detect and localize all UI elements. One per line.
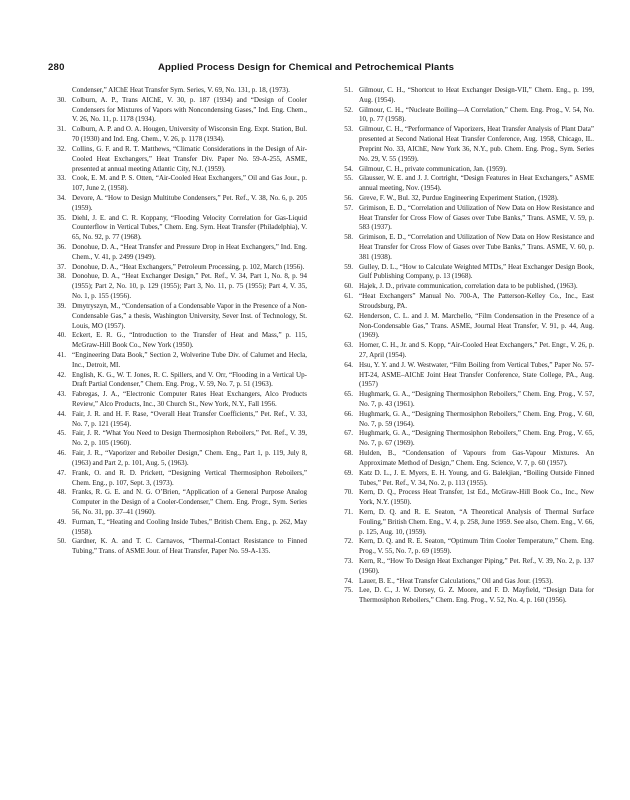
reference-entry bbox=[334, 194, 594, 204]
reference-text: Fair, J. R. and H. F. Rase, “Overall Heat Transfer Coefficients,” Pet. Ref., V. 33, No. 7, p. 121 (1954). bbox=[72, 409, 307, 428]
reference-number: 33. bbox=[57, 174, 66, 183]
reference-entry bbox=[334, 361, 594, 390]
reference-number: 44. bbox=[57, 409, 66, 418]
reference-entry bbox=[47, 449, 307, 469]
reference-entry bbox=[334, 488, 594, 508]
reference-text: Hughmark, G. A., “Designing Thermosiphon Reboilers,” Chem. Eng. Prog., V. 57, No. 7, p. 43 (1961). bbox=[359, 390, 594, 408]
reference-text: Devore, A. “How to Design Multitube Condensers,” Pet. Ref., V. 38, No. 6, p. 205 (1959). bbox=[72, 193, 307, 212]
reference-text: “Heat Exchangers” Manual No. 700-A, The Patterson-Kelley Co., Inc., East Stroudsburg, PA. bbox=[359, 292, 594, 310]
reference-number: 51. bbox=[344, 86, 353, 94]
reference-number: 30. bbox=[57, 95, 66, 104]
reference-text: Franks, R. G. E. and N. G. O’Brien, “Application of a General Purpose Analog Computer in the Design of a Cooler-Condenser,” Chem. Eng. Progr., Sym. Series 56, No. 31, pp. 37–41 (1960). bbox=[72, 488, 307, 516]
reference-text: Donohue, D. A., “Heat Transfer and Pressure Drop in Heat Exchangers,” Ind. Eng. Chem., V. 41, p. 2499 (1949). bbox=[72, 243, 307, 261]
reference-entry bbox=[334, 557, 594, 577]
reference-number: 72. bbox=[344, 537, 353, 546]
reference-number: 54. bbox=[344, 164, 353, 173]
reference-number: 62. bbox=[344, 311, 353, 320]
reference-number: 41. bbox=[57, 350, 66, 359]
reference-entry bbox=[334, 586, 594, 606]
reference-text: Dmytryszyn, M., “Condensation of a Condensable Vapor in the Presence of a Non-Condensable Gas,” a thesis, Washington University, Sever Inst. of Technology, St. Louis, MO (1957). bbox=[72, 301, 307, 330]
references-left-column bbox=[47, 86, 307, 557]
reference-entry bbox=[334, 174, 594, 194]
reference-entry bbox=[47, 429, 307, 449]
reference-text: Greve, F. W., Bul. 32, Purdue Engineering Experiment Station, (1928). bbox=[359, 193, 559, 202]
reference-number: 46. bbox=[57, 449, 66, 458]
reference-entry bbox=[334, 341, 594, 361]
reference-entry bbox=[334, 537, 594, 557]
reference-text: Frank, O. and R. D. Prickett, “Designing Vertical Thermosiphon Reboilers,” Chem. Eng., p. 107, Sept. 3, (1973). bbox=[72, 468, 307, 487]
reference-number: 58. bbox=[344, 233, 353, 242]
reference-number: 40. bbox=[57, 331, 66, 340]
reference-number: 64. bbox=[344, 360, 353, 369]
reference-text: Kern, D. Q., Process Heat Transfer, 1st Ed., McGraw-Hill Book Co., Inc., New York, N.Y. (1950). bbox=[359, 488, 594, 507]
reference-entry bbox=[334, 429, 594, 449]
reference-entry bbox=[47, 125, 307, 145]
reference-text: Donohue, D. A., “Heat Exchanger Design,” Pet. Ref., V. 34, Part 1, No. 8, p. 94 (1955); Part 2, No. 10, p. 129 (1955); Part 3, No. 11, p. 75 (1955); Part 4, V. 35, No. 1, p. 155 (1956). bbox=[72, 272, 307, 301]
reference-text: Fair, J. R. “What You Need to Design Thermosiphon Reboilers,” Pet. Ref., V. 39, No. 2, p. 105 (1960). bbox=[72, 429, 307, 448]
reference-text: Hsu, Y. Y. and J. W. Westwater, “Film Boiling from Vertical Tubes,” Paper No. 57-HT-24, ASME–AIChE Joint Heat Transfer Conference, State College, PA., Aug. (1957) bbox=[359, 360, 594, 389]
reference-number: 43. bbox=[57, 390, 66, 399]
reference-text: Kern, R., “How To Design Heat Exchanger Piping,” Pet. Ref., V. 39, No. 2, p. 137 (1960). bbox=[359, 557, 594, 575]
reference-text: Hughmark, G. A., “Designing Thermosiphon Reboilers,” Chem. Eng. Prog., V. 60, No. 7, p. 59 (1964). bbox=[359, 409, 594, 428]
reference-number: 49. bbox=[57, 517, 66, 526]
reference-text: Gulley, D. L., “How to Calculate Weighted MTDs,” Heat Exchanger Design Book, Gulf Publishing Company, p. 13 (1968). bbox=[359, 262, 594, 281]
reference-text: Kern, D. Q. and R. E. Seaton, “Optimum Trim Cooler Temperature,” Chem. Eng. Prog., V. 55, No. 7, p. 69 (1959). bbox=[359, 537, 594, 556]
reference-entry bbox=[47, 96, 307, 125]
reference-entry bbox=[47, 390, 307, 410]
reference-entry bbox=[47, 331, 307, 351]
reference-text: Grimison, E. D., “Correlation and Utilization of New Data on How Resistance and Heat Transfer for Cross Flow of Gases over Tube Banks,” Trans. ASME, V. 60, p. 381 (1938). bbox=[359, 233, 594, 261]
reference-entry bbox=[334, 508, 594, 537]
reference-number: 32. bbox=[57, 144, 66, 153]
reference-entry bbox=[47, 537, 307, 557]
reference-text: “Engineering Data Book,” Section 2, Wolverine Tube Div. of Calumet and Hecla, Inc., Detroit, MI. bbox=[72, 350, 307, 369]
reference-number: 70. bbox=[344, 488, 353, 497]
reference-entry bbox=[47, 214, 307, 243]
reference-entry bbox=[47, 272, 307, 301]
reference-number: 63. bbox=[344, 341, 353, 350]
reference-number: 65. bbox=[344, 390, 353, 399]
reference-number: 34. bbox=[57, 193, 66, 202]
reference-text: Lee, D. C., J. W. Dorsey, G. Z. Moore, and F. D. Mayfield, “Design Data for Thermosiphon Reboilers,” Chem. Eng. Prog., V. 52, No. 4, p. 160 (1956). bbox=[359, 586, 594, 605]
reference-entry bbox=[334, 469, 594, 489]
reference-number: 55. bbox=[344, 174, 353, 183]
reference-text: English, K. G., W. T. Jones, R. C. Spillers, and V. Orr, “Flooding in a Vertical Up-Draft Partial Condenser,” Chem. Eng. Prog., V. 59, No. 7, p. 51 (1963). bbox=[72, 370, 307, 389]
reference-number: 48. bbox=[57, 488, 66, 497]
reference-entry bbox=[334, 390, 594, 410]
reference-number: 69. bbox=[344, 468, 353, 477]
reference-number: 67. bbox=[344, 429, 353, 438]
reference-entry bbox=[47, 263, 307, 273]
reference-entry bbox=[334, 449, 594, 469]
reference-entry bbox=[47, 518, 307, 538]
reference-text: Diehl, J. E. and C. R. Koppany, “Flooding Velocity Correlation for Gas-Liquid Counterflow in Vertical Tubes,” Chem. Eng. Sym. Heat Transfer (Philadelphia), V. 65, No. 92, p. 77 (1968). bbox=[72, 213, 307, 242]
reference-entry bbox=[47, 351, 307, 371]
reference-entry bbox=[334, 263, 594, 283]
reference-text: Colburn, A. P. and O. A. Hougen, University of Wisconsin Eng. Expt. Station, Bul. 70 (1930) and Ind. Eng. Chem., V. 26, p. 1178 (1934). bbox=[72, 125, 307, 144]
reference-entry bbox=[47, 302, 307, 331]
reference-text: Katz D. L., J. E. Myers, E. H. Young, and G. Balekjian, “Boiling Outside Finned Tubes,” Pet. Ref., V. 34, No. 2, p. 113 (1955). bbox=[359, 468, 594, 487]
reference-number: 59. bbox=[344, 262, 353, 271]
reference-entry bbox=[334, 292, 594, 312]
reference-text: Grimison, E. D., “Correlation and Utilization of New Data on How Resistance and Heat Transfer for Cross Flow of Gases over Tube Banks,” Trans. ASME, V. 59, p. 583 (1937). bbox=[359, 203, 594, 232]
reference-number: 39. bbox=[57, 301, 66, 310]
reference-text: Homer, C. H., Jr. and S. Kopp, “Air-Cooled Heat Exchangers,” Pet. Engr., V. 26, p. 27, April (1954). bbox=[359, 341, 594, 359]
reference-text: Donohue, D. A., “Heat Exchangers,” Petroleum Processing, p. 102, March (1956). bbox=[72, 262, 305, 271]
references-right-column bbox=[334, 86, 594, 606]
reference-text: Eckert, E. R. G., “Introduction to the Transfer of Heat and Mass,” p. 115, McGraw-Hill Book Co., New York (1950). bbox=[72, 331, 307, 350]
reference-number: 38. bbox=[57, 272, 66, 281]
reference-text: Collins, G. F. and R. T. Matthews, “Climatic Considerations in the Design of Air-Cooled Heat Exchangers,” Heat Transfer Div. Paper No. 59-A-255, ASME, presented at annual meeting Atlantic City, N.J. (1959). bbox=[72, 144, 307, 173]
reference-text: Fair, J. R., “Vaporizer and Reboiler Design,” Chem. Eng., Part 1, p. 119, July 8, (1963) and Part 2, p. 101, Aug. 5, (1963). bbox=[72, 449, 307, 467]
reference-text: Hajek, J. D., private communication, correlation data to be published, (1963). bbox=[359, 282, 578, 291]
reference-number: 75. bbox=[344, 586, 353, 595]
reference-number: 68. bbox=[344, 449, 353, 458]
reference-entry bbox=[334, 282, 594, 292]
reference-text: Henderson, C. L. and J. M. Marchello, “Film Condensation in the Presence of a Non-Condensable Gas,” Trans. ASME, Journal Heat Transfer, V. 91, p. 44, Aug. (1969). bbox=[359, 311, 594, 340]
reference-text: Gilmour, C. H., “Performance of Vaporizers, Heat Transfer Analysis of Plant Data” presented at Second National Heat Transfer Conference, Aug. 1958, Chicago, IL. Preprint No. 33, AIChE, New York 36, N.Y., pub. Chem. Eng. Prog., Sym. Series No. 29, V. 55 (1959). bbox=[359, 125, 594, 163]
reference-number: 73. bbox=[344, 557, 353, 565]
reference-entry bbox=[334, 204, 594, 233]
reference-number: 31. bbox=[57, 125, 66, 134]
reference-number: 47. bbox=[57, 468, 66, 477]
reference-entry bbox=[47, 371, 307, 391]
reference-number: 52. bbox=[344, 105, 353, 114]
page-number: 280 bbox=[48, 62, 65, 73]
reference-text: Gardner, K. A. and T. C. Carnavos, “Thermal-Contact Resistance to Finned Tubing,” Trans. of ASME Jour. of Heat Transfer, Paper No. 59-A-135. bbox=[72, 537, 307, 556]
reference-number: 42. bbox=[57, 370, 66, 379]
reference-number: 35. bbox=[57, 213, 66, 222]
reference-entry bbox=[47, 410, 307, 430]
reference-entry bbox=[334, 410, 594, 430]
reference-entry bbox=[334, 165, 594, 175]
reference-entry bbox=[47, 469, 307, 489]
reference-text: Fabregas, J. A., “Electronic Computer Rates Heat Exchangers, Alco Products Review,” Alco Products, Inc., 30 Church St., New York, N.Y., Fall 1956. bbox=[72, 390, 307, 408]
reference-text: Gilmour, C. H., private communication, Jan. (1959). bbox=[359, 164, 507, 173]
reference-entry bbox=[47, 488, 307, 517]
reference-text: Gilmour, C. H., “Shortcut to Heat Exchanger Design-VII,” Chem. Eng., p. 199, Aug. (1954). bbox=[359, 86, 594, 104]
reference-entry bbox=[47, 86, 307, 96]
reference-number: 61. bbox=[344, 292, 353, 301]
reference-number: 36. bbox=[57, 243, 66, 251]
reference-entry bbox=[334, 577, 594, 587]
reference-entry bbox=[47, 194, 307, 214]
reference-entry bbox=[334, 312, 594, 341]
running-header bbox=[48, 62, 582, 78]
book-title: Applied Process Design for Chemical and Petrochemical Plants bbox=[158, 62, 455, 73]
reference-entry bbox=[47, 174, 307, 194]
reference-entry bbox=[334, 233, 594, 262]
reference-text: Condenser,” AIChE Heat Transfer Sym. Series, V. 69, No. 131, p. 18, (1973). bbox=[72, 86, 290, 94]
reference-number: 37. bbox=[57, 262, 66, 271]
reference-entry bbox=[334, 125, 594, 164]
reference-text: Cook, E. M. and P. S. Otten, “Air-Cooled Heat Exchangers,” Oil and Gas Jour., p. 107, June 2, (1958). bbox=[72, 174, 307, 193]
reference-entry bbox=[47, 243, 307, 263]
reference-text: Lauer, B. E., “Heat Transfer Calculations,” Oil and Gas Jour. (1953). bbox=[359, 576, 554, 585]
reference-number: 50. bbox=[57, 537, 66, 546]
reference-number: 66. bbox=[344, 409, 353, 418]
reference-entry bbox=[334, 106, 594, 126]
reference-number: 74. bbox=[344, 576, 353, 585]
reference-text: Furman, T., “Heating and Cooling Inside Tubes,” British Chem. Eng., p. 262, May (1958). bbox=[72, 517, 307, 536]
reference-number: 53. bbox=[344, 125, 353, 134]
reference-number: 60. bbox=[344, 282, 353, 291]
reference-text: Colburn, A. P., Trans AIChE, V. 30, p. 187 (1934) and “Design of Cooler Condensers for Mixtures of Vapors with Noncondensing Gases,” Ind. Eng. Chem., V. 26, No. 11, p. 1178 (1934). bbox=[72, 95, 307, 124]
reference-number: 56. bbox=[344, 193, 353, 202]
reference-text: Glausser, W. E. and J. J. Cortright, “Design Features in Heat Exchangers,” ASME annual meeting, Nov. (1954). bbox=[359, 174, 594, 193]
reference-text: Gilmour, C. H., “Nucleate Boiling—A Correlation,” Chem. Eng. Prog., V. 54, No. 10, p. 77 (1958). bbox=[359, 105, 594, 124]
reference-text: Hughmark, G. A., “Designing Thermosiphon Reboilers,” Chem. Eng. Prog., V. 65, No. 7, p. 67 (1969). bbox=[359, 429, 594, 448]
reference-text: Kern, D. Q. and R. E. Seaton, “A Theoretical Analysis of Thermal Surface Fouling,” British Chem. Eng., V. 4, p. 258, June 1959. See also, Chem. Eng., V. 66, p. 125, Aug. 10, (1959). bbox=[359, 507, 594, 536]
reference-number: 57. bbox=[344, 203, 353, 212]
reference-entry bbox=[334, 86, 594, 106]
reference-text: Hulden, B., “Condensation of Vapours from Gas-Vapour Mixtures. An Approximate Method of Design,” Chem. Eng. Science, V. 7, p. 60 (1957). bbox=[359, 449, 594, 467]
reference-entry bbox=[47, 145, 307, 174]
reference-number: 45. bbox=[57, 429, 66, 438]
reference-number: 71. bbox=[344, 507, 353, 516]
